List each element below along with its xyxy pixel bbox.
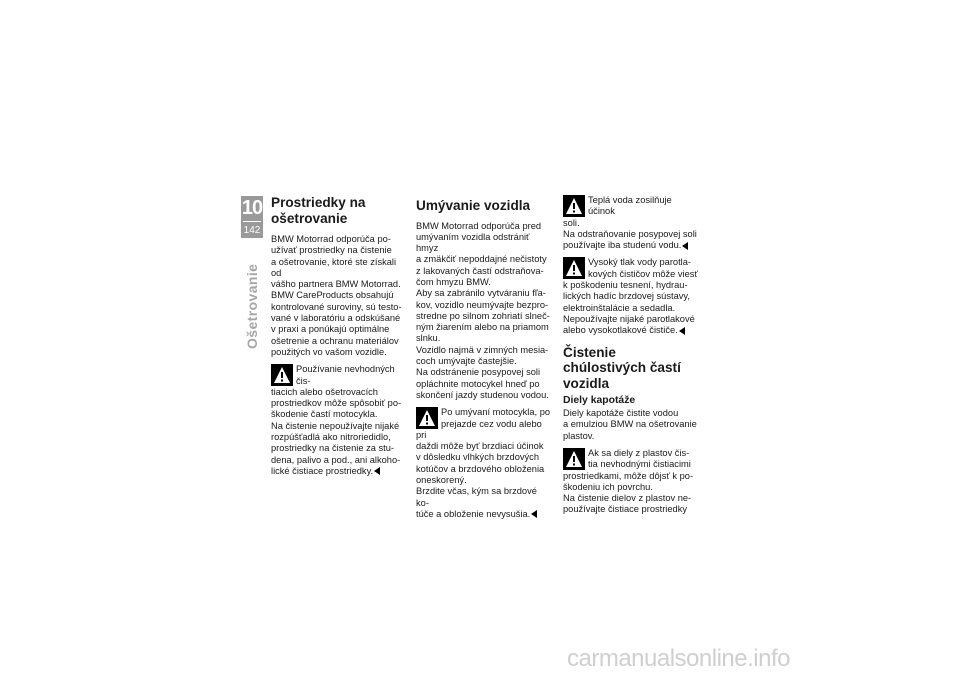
text-line-last [563,240,700,251]
text-line: kových čističov môže viesť [588,268,698,279]
text-line: vané v laboratóriu a odskúšané [271,313,401,324]
text-line: soli. [563,217,580,228]
text-line: a zmäkčiť nepoddajné nečistoty [416,254,547,265]
text-line: prostriedkov môže spôsobiť po- [271,398,402,409]
text-line: kov, vozidlo neumývajte bezpro- [416,299,549,310]
text-line: Brzdite včas, kým sa brzdové ko- [416,486,537,508]
subsection-title-fairing: Diely kapotáže [563,395,636,407]
text-line: užívať prostriedky na čistenie [271,245,392,256]
text-line: plastov. [563,430,595,441]
end-mark-icon [679,327,685,335]
warning-triangle-icon [563,257,585,279]
text-line: Používanie nevhodných čis- [296,364,395,386]
text-line: a emulziou BMW na ošetrovanie [563,419,697,430]
text-line: Nepoužívajte nijaké parotlakové [563,313,695,324]
text-line: Teplá voda zosilňuje účinok [588,195,672,217]
column-care-products [271,195,408,483]
text-line: tia nevhodnými čistiacimi [588,459,691,470]
text-line: opláchnite motocykel hneď po [416,378,540,389]
text-line: Na čistenie dielov z plastov ne- [563,493,692,504]
text-line: dena, palivo a pod., ani alkoho- [271,454,401,465]
warning-block [271,364,408,477]
text-line: coch umývajte častejšie. [416,356,517,367]
text-line: elektroinštalácie a sedadla. [563,302,676,313]
text-line: BMW CareProducts obsahujú [271,290,394,301]
watermark: carmanualsonline.info [567,645,790,672]
text-line: lické čistiace prostriedky. [271,465,374,476]
care-products-intro [271,234,408,358]
warning-block [563,195,700,251]
text-line: a ošetrovanie, ktoré ste získali od [271,256,397,278]
chapter-side-label: Ošetrovanie [244,263,260,349]
text-line: rozpúšťadlá ako nitroriedidlo, [271,432,391,443]
text-line: lických hadíc brzdovej sústavy, [563,291,690,302]
text-line: ným žiarením alebo na priamom [416,322,549,333]
end-mark-icon [374,467,380,475]
column-delicate-parts [563,195,700,522]
text-line: Diely kapotáže čistite vodou [563,408,679,419]
text-line: prostriedkami, môže dôjsť k po- [563,470,694,481]
text-line: slnku. [416,333,441,344]
page-number: 142 [243,225,261,236]
text-line: túče a obloženie nevysušia. [416,508,531,519]
text-line: Ak sa diely z plastov čis- [588,447,690,458]
text-line: kotúčov a brzdového obloženia [416,463,545,474]
washing-body [416,221,552,402]
text-line: škodenie častí motocykla. [271,409,378,420]
warning-block [416,407,552,520]
warning-triangle-icon [563,448,585,470]
text-line: ošetrenie a ochranu materiálov [271,335,399,346]
text-line: oneskorený. [416,475,467,486]
warning-block [563,257,700,336]
text-line: Po umývaní motocykla, po [441,407,551,418]
end-mark-icon [682,242,688,250]
text-line-last [271,466,408,477]
text-line: prostriedky na čistenie za stu- [271,443,394,454]
text-line: daždi môže byť brzdiaci účinok [416,441,544,452]
text-line-last [563,325,700,336]
text-line: vášho partnera BMW Motorrad. [271,279,401,290]
warning-triangle-icon [271,364,293,386]
text-line: skončení jazdy studenou vodou. [416,389,549,400]
text-line: v praxi a ponúkajú optimálne [271,324,390,335]
section-title-delicate-parts: Čistenie chúlostivých častí vozidla [563,344,681,391]
text-line: Vysoký tlak vody parotla- [588,257,691,268]
text-line: Vozidlo najmä v zimných mesia- [416,344,549,355]
section-title-care-products: Prostriedky na ošetrovanie [271,195,366,226]
warning-triangle-icon [563,195,585,217]
warning-triangle-icon [416,407,438,429]
text-line: použitých vo vašom vozidle. [271,346,387,357]
section-title-washing: Umývanie vozidla [416,198,531,213]
text-line: používajte čistiace prostriedky [563,504,688,515]
warning-block [563,448,700,516]
chapter-divider [243,221,261,222]
text-line: škodeniu ich povrchu. [563,481,653,492]
text-line: Na odstránenie posypovej soli [416,367,541,378]
text-line: Na odstraňovanie posypovej soli [563,228,697,239]
text-line: umývaním vozidla odstrániť hmyz [416,231,530,254]
text-line: stredne po silnom zohriatí slneč- [416,310,550,321]
text-line: z lakovaných častí odstraňova- [416,265,544,276]
text-line: tiacich alebo ošetrovacích [271,386,378,397]
text-line: k poškodeniu tesnení, hydrau- [563,280,688,291]
text-line: BMW Motorrad odporúča po- [271,234,391,244]
text-line: Na čistenie nepoužívajte nijaké [271,420,400,431]
text-line: BMW Motorrad odporúča pred [416,220,542,231]
end-mark-icon [531,510,537,518]
text-line: čom hmyzu BMW. [416,276,491,287]
column-washing [416,198,552,526]
text-line: alebo vysokotlakové čističe. [563,325,678,336]
fairing-body [563,408,700,442]
text-line: kontrolované suroviny, sú testo- [271,301,402,312]
text-line: v dôsledku vlhkých brzdových [416,452,539,463]
text-line: Aby sa zabránilo vytváraniu fľa- [416,288,546,299]
text-line: prejazde cez vodu alebo pri [416,418,542,440]
chapter-number: 10 [241,197,263,219]
text-line: používajte iba studenú vodu. [563,240,682,251]
text-line-last [416,509,552,520]
